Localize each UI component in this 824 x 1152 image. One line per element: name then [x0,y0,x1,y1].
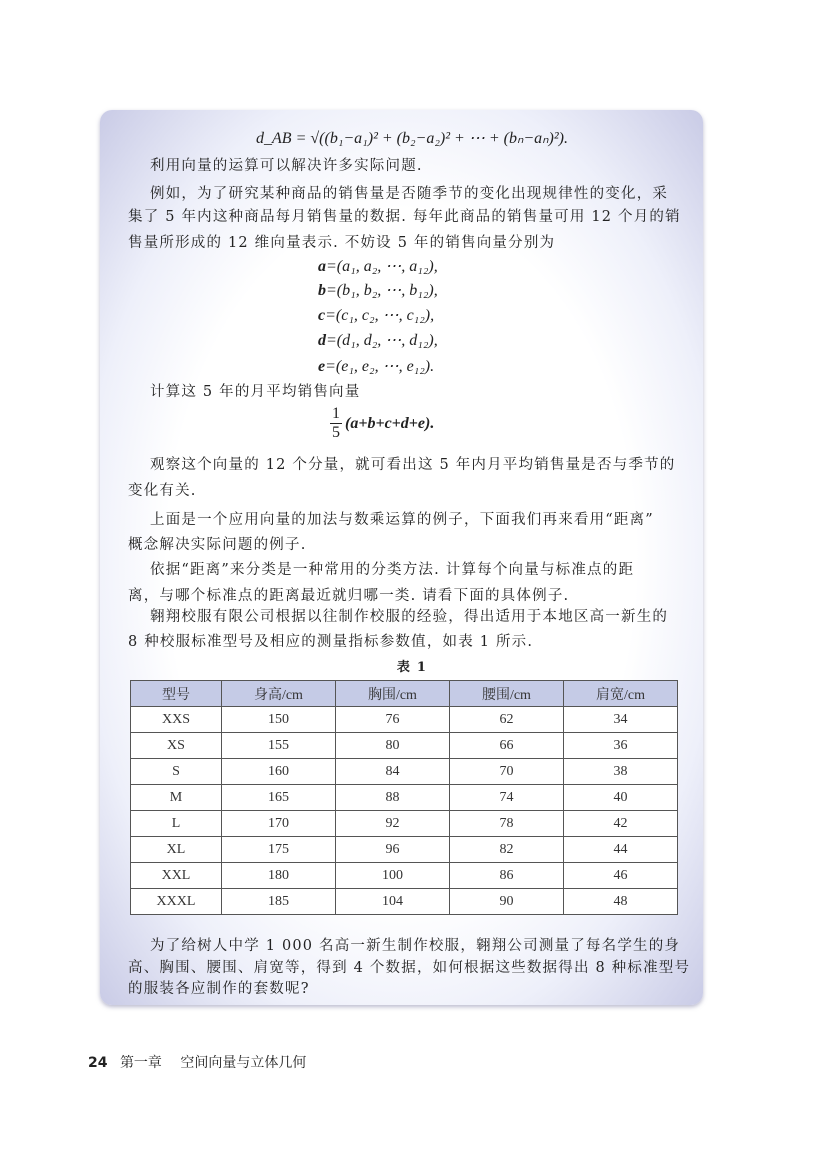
chapter-label: 第一章 [119,1055,162,1071]
table-cell: 34 [563,707,677,733]
table-cell: 96 [335,837,449,863]
paragraph: 8 种校服标准型号及相应的测量指标参数值，如表 1 所示. [128,634,534,650]
table-cell: S [131,759,222,785]
paragraph: 概念解决实际问题的例子. [128,537,307,553]
table-cell: 165 [221,785,335,811]
table-cell: 100 [335,863,449,889]
column-header: 身高/cm [221,681,335,707]
chapter-title: 空间向量与立体几何 [180,1055,307,1071]
column-header: 型号 [131,681,222,707]
table-cell: 44 [563,837,677,863]
vector-name: e [318,358,326,375]
paragraph: 利用向量的运算可以解决许多实际问题. [150,158,423,174]
table-cell: 90 [449,889,563,915]
table-row [131,707,678,733]
table-cell: 70 [449,759,563,785]
distance-formula: d_AB = √((b₁−a₁)² + (b₂−a₂)² + ⋯ + (bₙ−aₙ)²). [256,130,568,147]
table-cell: 78 [449,811,563,837]
table-cell: 82 [449,837,563,863]
table-row [131,863,678,889]
table-row [131,733,678,759]
table-row [131,889,678,915]
vector-name: a [318,258,326,275]
table-cell: XL [131,837,222,863]
vector-b [318,280,438,300]
paragraph: 例如，为了研究某种商品的销售量是否随季节的变化出现规律性的变化，采 [150,186,669,202]
table-cell: 160 [221,759,335,785]
table-cell: 76 [335,707,449,733]
column-header: 肩宽/cm [563,681,677,707]
table-cell: XXXL [131,889,222,915]
table-cell: 150 [221,707,335,733]
vector-body: =(a₁, a₂, ⋯, a₁₂), [326,258,438,275]
sum-expression: (a+b+c+d+e). [345,414,435,432]
vector-d [318,330,438,350]
column-header: 腰围/cm [449,681,563,707]
table-caption: 表 1 [396,660,428,675]
table-cell: 185 [221,889,335,915]
table-cell: XS [131,733,222,759]
vector-name: d [318,332,326,349]
fraction [330,405,342,442]
table-cell: 155 [221,733,335,759]
paragraph: 观察这个向量的 12 个分量，就可看出这 5 年内月平均销售量是否与季节的 [150,457,676,473]
table-cell: 74 [449,785,563,811]
table-cell: 104 [335,889,449,915]
paragraph: 售量所形成的 12 维向量表示. 不妨设 5 年的销售向量分别为 [128,235,556,251]
table-cell: XXL [131,863,222,889]
table-cell: 88 [335,785,449,811]
paragraph: 离，与哪个标准点的距离最近就归哪一类. 请看下面的具体例子. [128,588,570,604]
vector-name: b [318,282,326,299]
vector-body: =(c₁, c₂, ⋯, c₁₂), [325,307,435,324]
vector-e [318,356,434,376]
paragraph: 上面是一个应用向量的加法与数乘运算的例子，下面我们再来看用“距离” [150,512,654,528]
paragraph: 翱翔校服有限公司根据以往制作校服的经验，得出适用于本地区高一新生的 [150,609,669,625]
table-row [131,837,678,863]
table-cell: 38 [563,759,677,785]
table-cell: 62 [449,707,563,733]
paragraph: 的服装各应制作的套数呢? [128,981,310,997]
table-cell: XXS [131,707,222,733]
table-cell: 170 [221,811,335,837]
paragraph: 变化有关. [128,483,197,499]
page-footer [88,1052,306,1072]
table-cell: 42 [563,811,677,837]
table-cell: 80 [335,733,449,759]
table-cell: M [131,785,222,811]
table-cell: 40 [563,785,677,811]
table-header-row [131,681,678,707]
table-cell: 48 [563,889,677,915]
table-cell: 86 [449,863,563,889]
average-formula [330,405,434,442]
vector-c [318,305,434,325]
paragraph: 高、胸围、腰围、肩宽等，得到 4 个数据，如何根据这些数据得出 8 种标准型号 [128,960,691,976]
vector-a [318,256,438,276]
vector-body: =(e₁, e₂, ⋯, e₁₂). [325,358,435,375]
table-cell: 175 [221,837,335,863]
table-row [131,785,678,811]
vector-name: c [318,307,326,324]
table-cell: 84 [335,759,449,785]
table-cell: 66 [449,733,563,759]
paragraph: 集了 5 年内这种商品每月销售量的数据. 每年此商品的销售量可用 12 个月的销 [128,209,681,225]
table-cell: 92 [335,811,449,837]
table-cell: 36 [563,733,677,759]
paragraph: 依据“距离”来分类是一种常用的分类方法. 计算每个向量与标准点的距 [150,562,635,578]
column-header: 胸围/cm [335,681,449,707]
table-cell: L [131,811,222,837]
page-number: 24 [88,1055,108,1071]
size-table [130,680,678,915]
table-cell: 180 [221,863,335,889]
denominator: 5 [332,424,340,441]
table-cell: 46 [563,863,677,889]
table-row [131,759,678,785]
vector-body: =(b₁, b₂, ⋯, b₁₂), [326,282,438,299]
vector-body: =(d₁, d₂, ⋯, d₁₂), [326,332,438,349]
numerator: 1 [332,405,340,422]
table-row [131,811,678,837]
paragraph: 为了给树人中学 1 000 名高一新生制作校服，翱翔公司测量了每名学生的身 [150,938,681,954]
paragraph: 计算这 5 年的月平均销售向量 [150,384,361,400]
